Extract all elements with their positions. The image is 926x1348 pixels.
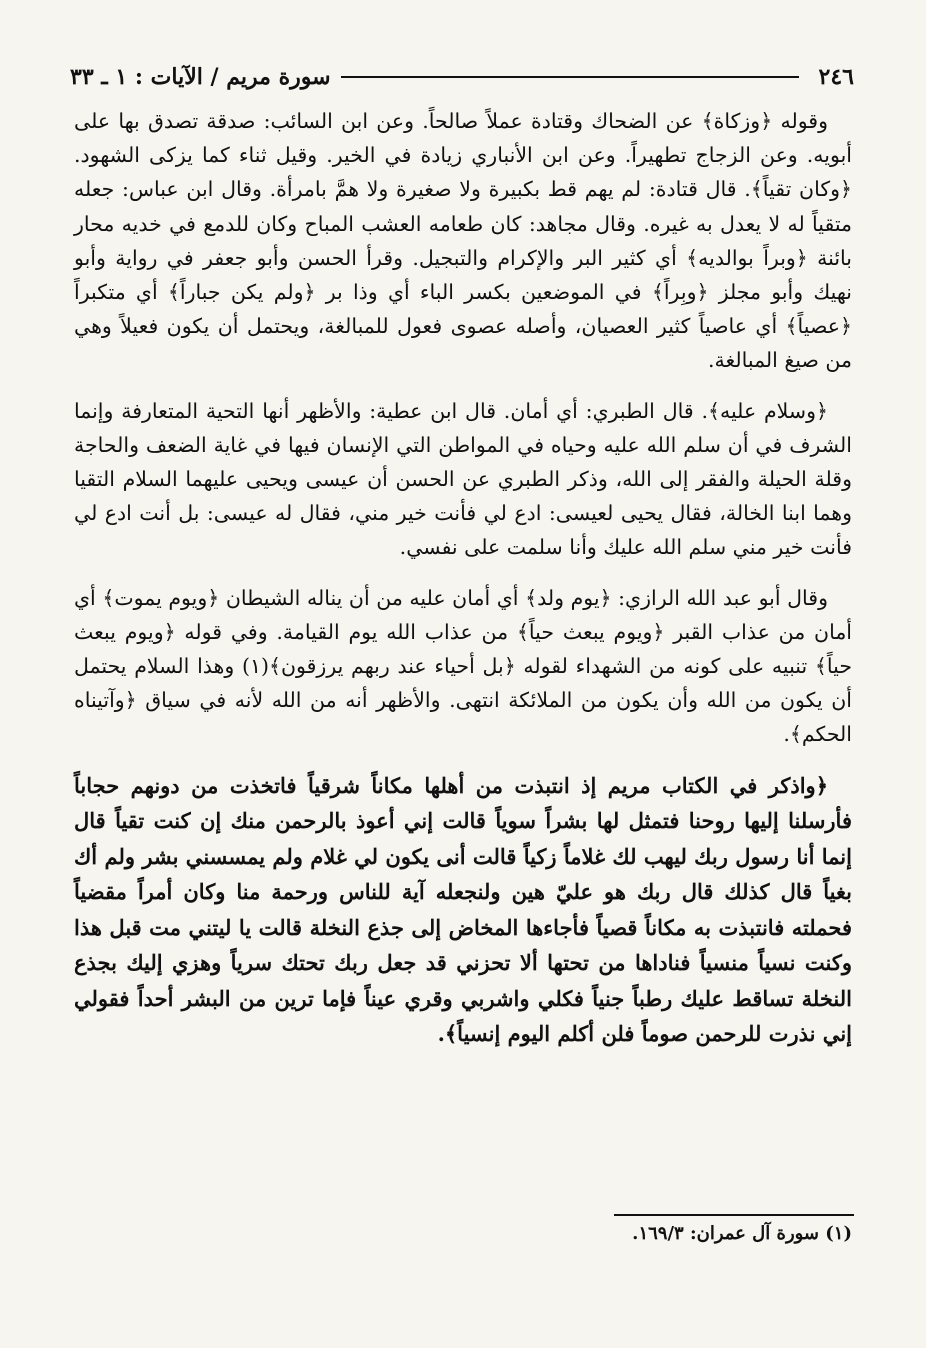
body-text <box>74 104 852 1068</box>
page-number: ٢٤٦ <box>818 64 854 90</box>
paragraph-commentary-2: ﴿وسلام عليه﴾. قال الطبري: أي أمان. قال ابن عطية: والأظهر أنها التحية المتعارفة وإنما الشرف في أن سلم الله عليه وحياه في المواطن التي الإنسان فيها في غاية الضعف والحاجة وقلة الحيلة والفقر إلى الله، وذكر الطبري عن الحسن أن عيسى ويحيى عليهما السلام التقيا وهما ابنا الخالة، فقال يحيى لعيسى: ادع لي فأنت خير مني، فقال له عيسى: بل أنت ادع لي فأنت خير مني سلم الله عليك وأنا سلمت على نفسي. <box>74 398 852 560</box>
paragraph-commentary-1: وقوله ﴿وزكاة﴾ عن الضحاك وقتادة عملاً صالحاً. وعن ابن السائب: صدقة تصدق بها على أبويه. وعن الزجاج تطهيراً. وعن ابن الأنباري زيادة في الخير. وقيل ثناء كما يزكى الشهود. ﴿وكان تقياً﴾. قال قتادة: لم يهم قط بكبيرة ولا صغيرة ولا همَّ بامرأة. وقال ابن عباس: جعله متقياً له لا يعدل به غيره. وقال مجاهد: كان طعامه العشب المباح وكان للدمع في خديه محار بائنة ﴿وبراً بوالديه﴾ أي كثير البر والإكرام والتبجيل. وقرأ الحسن وأبو جعفر في رواية وأبو نهيك وأبو مجلز ﴿وبِراً﴾ في الموضعين بكسر الباء أي وذا بر ﴿ولم يكن جباراً﴾ أي متكبراً ﴿عصياً﴾ أي عاصياً كثير العصيان، وأصله عصوى فعول للمبالغة، ويحتمل أن يكون فعيلاً وهي من صيغ المبالغة. <box>74 109 852 373</box>
footnote: (١) سورة آل عمران: ١٦٩/٣. <box>632 1223 852 1244</box>
paragraph-commentary-3: وقال أبو عبد الله الرازي: ﴿يوم ولد﴾ أي أمان عليه من أن يناله الشيطان ﴿ويوم يموت﴾ أي أمان من عذاب القبر ﴿ويوم يبعث حياً﴾ من عذاب الله يوم القيامة. وفي قوله ﴿ويوم يبعث حياً﴾ تنبيه على كونه من الشهداء لقوله ﴿بل أحياء عند ربهم يرزقون﴾(١) وهذا السلام يحتمل أن يكون من الله وأن يكون من الملائكة انتهى. والأظهر أنه من الله لأنه في سياق ﴿وآتيناه الحكم﴾. <box>74 585 853 747</box>
page-header <box>70 60 854 94</box>
header-rule <box>341 76 799 78</box>
footnote-divider <box>614 1214 854 1216</box>
quran-verse-block: ﴿واذكر في الكتاب مريم إذ انتبذت من أهلها مكاناً شرقياً فاتخذت من دونهم حجاباً فأرسلنا إليها روحنا فتمثل لها بشراً سوياً قالت إني أعوذ بالرحمن منك إن كنت تقياً قال إنما أنا رسول ربك ليهب لك غلاماً زكياً قالت أنى يكون لي غلام ولم يمسسني بشر ولم أك بغياً قال كذلك قال ربك هو عليّ هين ولنجعله آية للناس ورحمة منا وكان أمراً مقضياً فحملته فانتبذت به مكاناً قصياً فأجاءها المخاض إلى جذع النخلة قالت يا ليتني مت قبل هذا وكنت نسياً منسياً فناداها من تحتها ألا تحزني قد جعل ربك تحتك سرياً وهزي إليك بجذع النخلة تساقط عليك رطباً جنياً فكلي واشربي وقري عيناً فإما ترين من البشر أحداً فقولي إني نذرت للرحمن صوماً فلن أكلم اليوم إنسياً﴾. <box>74 772 852 1047</box>
running-title: سورة مريم / الآيات : ١ ـ ٣٣ <box>70 64 331 90</box>
